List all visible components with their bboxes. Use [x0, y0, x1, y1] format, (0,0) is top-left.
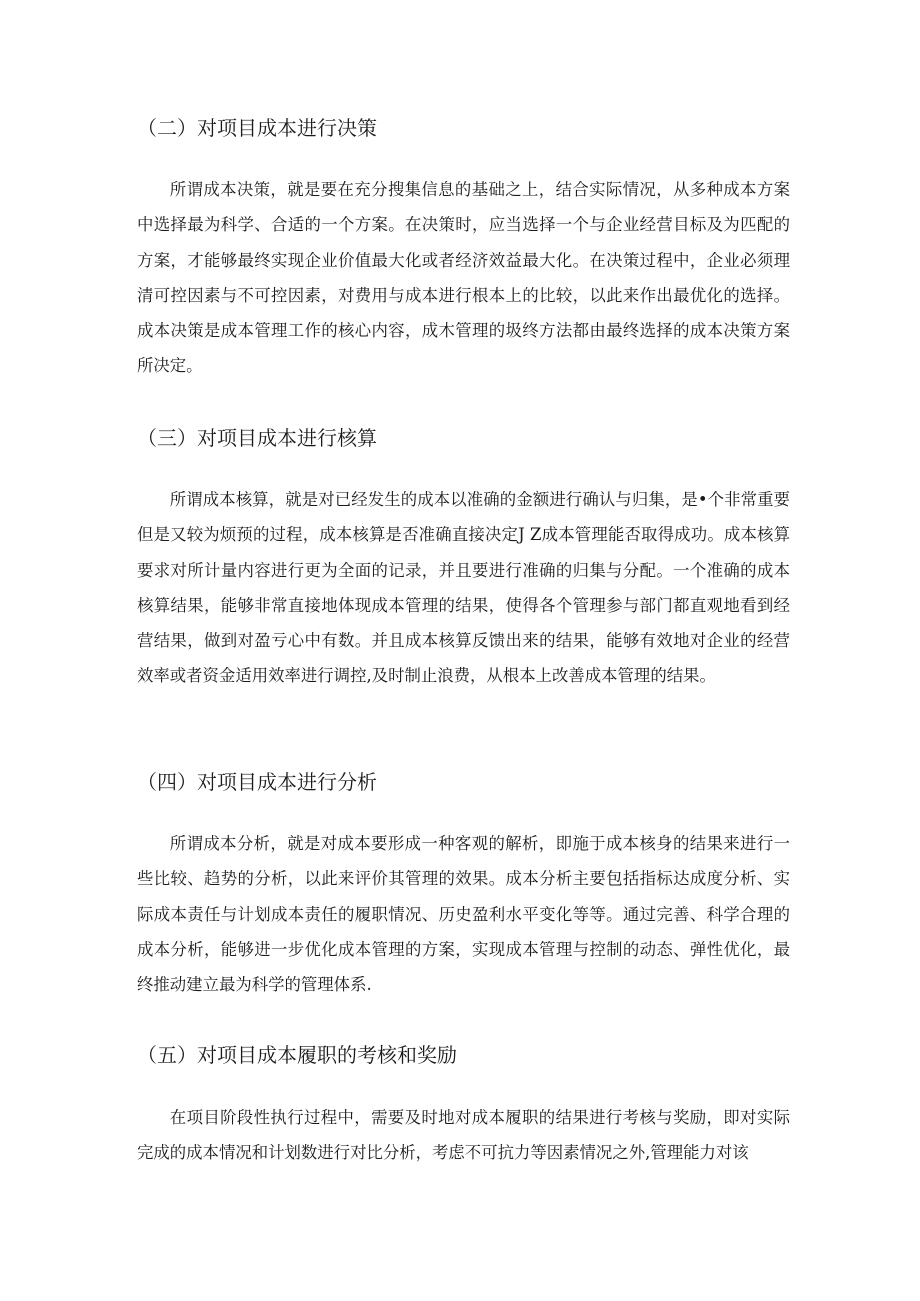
- section-heading-accounting: （三）对项目成本进行核算: [137, 426, 377, 450]
- section-heading-decision: （二）对项目成本进行决策: [137, 116, 377, 140]
- section-paragraph-assessment: 在项目阶段性执行过程中，需要及时地对成本履职的结果进行考核与奖励，即对实际完成的成本情况和计划数进行对比分析，考虑不可抗力等因素情况之外,管理能力对该: [137, 1108, 790, 1163]
- section-paragraph-analysis: 所谓成本分析，就是对成本要形成一种客观的解析，即施于成本核身的结果来进行一些比较、趋势的分析，以此来评价其管理的效果。成本分析主要包括指标达成度分析、实际成本责任与计划成本责任的履职情况、历史盈利水平变化等等。通过完善、科学合理的成本分析，能够进一步优化成本管理的方案，实现成本管理与控制的动态、弹性优化，最终推动建立最为科学的管理体系.: [137, 834, 790, 995]
- section-heading-analysis: （四）对项目成本进行分析: [137, 770, 377, 794]
- section-paragraph-accounting: 所谓成本核算，就是对已经发生的成本以准确的金额进行确认与归集，是•个非常重要但是又较为烦预的过程，成本核算是否准确直接决定J Z成本管理能否取得成功。成本核算要求对所计量内容进行更为全面的记录，并且要进行准确的归集与分配。一个准确的成本核算结果，能够非常直接地体现成本管理的结果，使得各个管理参与部门都直观地看到经营结果，做到对盈亏心中有数。并且成本核算反馈出来的结果，能够有效地对企业的经营效率或者资金适用效率进行调控,及时制止浪费，从根本上改善成本管理的结果。: [137, 490, 790, 686]
- section-heading-assessment: （五）对项目成本履职的考核和奖励: [137, 1043, 457, 1067]
- section-paragraph-decision: 所谓成本决策，就是要在充分搜集信息的基础之上，结合实际情况，从多种成本方案中选择最为科学、合适的一个方案。在决策时，应当选择一个与企业经营目标及为匹配的方案，才能够最终实现企业价值最大化或者经济效益最大化。在决策过程中，企业必须理清可控因素与不可控因素，对费用与成本进行根本上的比较，以此来作出最优化的选择。成本决策是成本管理工作的核心内容，成木管理的圾终方法都由最终选择的成本决策方案所决定。: [137, 180, 790, 376]
